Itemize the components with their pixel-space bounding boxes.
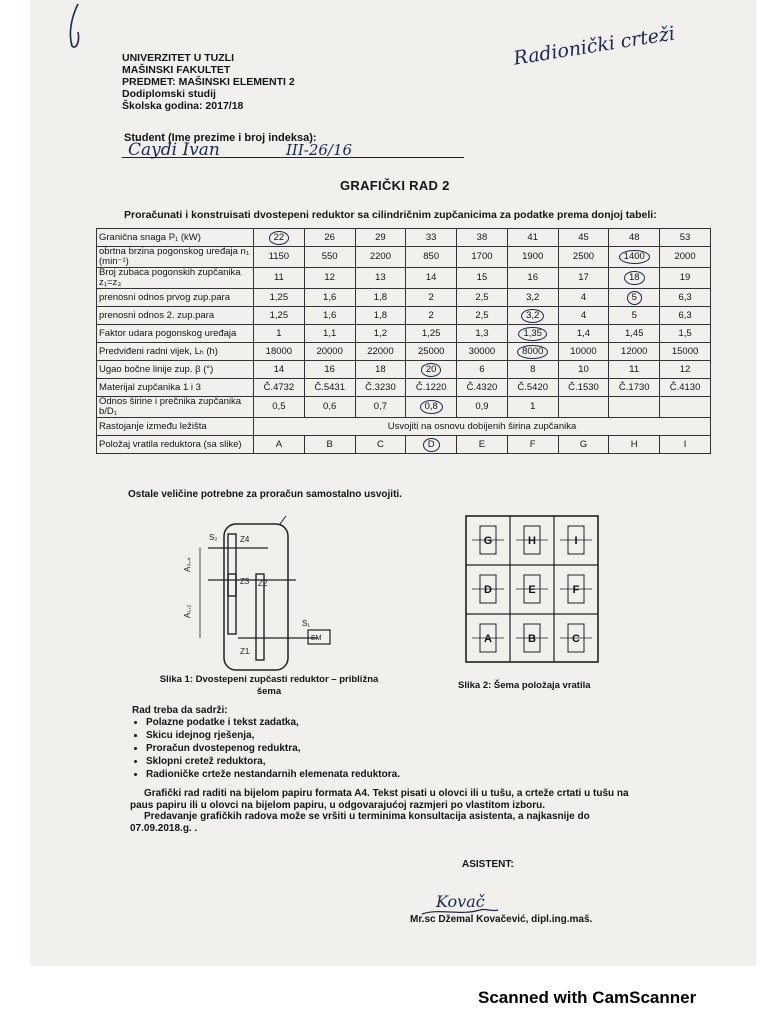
table-cell: 11 bbox=[609, 361, 660, 379]
list-item: • Skicu idejnog rješenja, bbox=[146, 729, 400, 742]
circled-value: 1400 bbox=[619, 250, 650, 264]
table-cell: 1,6 bbox=[304, 289, 355, 307]
table-cell: 29 bbox=[355, 229, 406, 247]
table-cell: 1,2 bbox=[355, 325, 406, 343]
table-row bbox=[97, 418, 711, 436]
header-line: PREDMET: MAŠINSKI ELEMENTI 2 bbox=[122, 76, 295, 88]
table-cell: 1 bbox=[507, 397, 558, 418]
table-cell: 16 bbox=[304, 361, 355, 379]
requirements-heading: Rad treba da sadrži: bbox=[132, 705, 228, 716]
circled-value: 5 bbox=[627, 291, 642, 305]
circled-value: 0,8 bbox=[420, 400, 443, 414]
table-cell bbox=[609, 397, 660, 418]
grid-cell-label: F bbox=[572, 584, 580, 596]
table-cell: 6,3 bbox=[660, 307, 711, 325]
table-cell bbox=[406, 436, 457, 454]
label-a34: A₃,₄ bbox=[183, 557, 192, 572]
scanner-watermark: Scanned with CamScanner bbox=[478, 988, 697, 1007]
table-cell: 6,3 bbox=[660, 289, 711, 307]
grid-cell-label: H bbox=[528, 535, 536, 547]
table-cell: C bbox=[355, 436, 406, 454]
table-cell: 3,2 bbox=[507, 289, 558, 307]
list-item: • Radioničke crteže nestandarnih elemenata reduktora. bbox=[146, 768, 400, 781]
list-item: • Polazne podatke i tekst zadatka, bbox=[146, 716, 400, 729]
table-cell: 2,5 bbox=[457, 289, 508, 307]
table-cell bbox=[660, 397, 711, 418]
row-label: Faktor udara pogonskog uređaja bbox=[97, 325, 254, 343]
table-cell: H bbox=[609, 436, 660, 454]
label-a12: A₁,₂ bbox=[183, 604, 192, 618]
circled-value: 20 bbox=[421, 363, 442, 377]
grid-cell-label: E bbox=[528, 584, 536, 596]
table-row bbox=[97, 325, 711, 343]
table-cell: 10 bbox=[558, 361, 609, 379]
table-cell: 15000 bbox=[660, 343, 711, 361]
table-cell: 0,6 bbox=[304, 397, 355, 418]
table-row bbox=[97, 361, 711, 379]
assignment-intro: Proračunati i konstruisati dvostepeni reduktor sa cilindričnim zupčanicima za podatke prema donjoj tabeli: bbox=[124, 209, 657, 221]
table-cell: B bbox=[304, 436, 355, 454]
table-cell: 1,25 bbox=[254, 289, 305, 307]
table-cell: Č.1530 bbox=[558, 379, 609, 397]
table-row bbox=[97, 436, 711, 454]
requirements-list bbox=[132, 716, 400, 781]
grid-cell-label: B bbox=[528, 633, 536, 645]
table-row bbox=[97, 397, 711, 418]
table-cell: 11 bbox=[254, 268, 305, 289]
table-cell: 1,6 bbox=[304, 307, 355, 325]
figure1-caption-line: Slika 1: Dvostepeni zupčasti reduktor – približna bbox=[159, 674, 379, 685]
table-cell: 1,25 bbox=[406, 325, 457, 343]
instructions-paragraph: Predavanje grafičkih radova može se vršiti u terminima konsultacija asistenta, a najkasnije do 07.09.2018.g. . bbox=[130, 811, 590, 834]
header-line: MAŠINSKI FAKULTET bbox=[122, 64, 231, 76]
table-cell: 13 bbox=[355, 268, 406, 289]
table-cell bbox=[507, 325, 558, 343]
table-cell: 2000 bbox=[660, 247, 711, 268]
label-s2: S₂ bbox=[209, 533, 218, 542]
table-cell: 1,8 bbox=[355, 289, 406, 307]
assistant-label: ASISTENT: bbox=[462, 859, 514, 870]
table-cell: Č.1730 bbox=[609, 379, 660, 397]
table-cell: A bbox=[254, 436, 305, 454]
row-label: Granična snaga P₁ (kW) bbox=[97, 229, 254, 247]
figure2-caption: Slika 2: Šema položaja vratila bbox=[458, 680, 591, 691]
table-cell: 5 bbox=[609, 307, 660, 325]
table-cell: 45 bbox=[558, 229, 609, 247]
table-cell: 14 bbox=[406, 268, 457, 289]
table-cell: 18 bbox=[355, 361, 406, 379]
row-label: obrtna brzina pogonskog uređaja n₁ (min⁻¹) bbox=[97, 247, 254, 268]
table-cell: Č.4732 bbox=[254, 379, 305, 397]
circled-value: 3,2 bbox=[521, 309, 544, 323]
table-cell: 1900 bbox=[507, 247, 558, 268]
table-cell: E bbox=[457, 436, 508, 454]
list-item: • Sklopni cretež reduktora, bbox=[146, 755, 400, 768]
table-cell: 4 bbox=[558, 307, 609, 325]
assignment-title: GRAFIČKI RAD 2 bbox=[340, 178, 450, 193]
grid-cell-label: I bbox=[574, 535, 578, 547]
table-row bbox=[97, 379, 711, 397]
label-z4: Z4 bbox=[240, 535, 250, 544]
figure1-caption bbox=[144, 674, 394, 698]
header-line: UNIVERZITET U TUZLI bbox=[122, 52, 234, 64]
table-cell: 2,5 bbox=[457, 307, 508, 325]
label-z2: Z2 bbox=[258, 579, 268, 588]
table-cell bbox=[558, 397, 609, 418]
merged-cell: Usvojiti na osnovu dobijenih širina zupčanika bbox=[254, 418, 711, 436]
instructions bbox=[130, 788, 650, 834]
row-label: prenosni odnos prvog zup.para bbox=[97, 289, 254, 307]
table-cell: 53 bbox=[660, 229, 711, 247]
table-cell: 1,8 bbox=[355, 307, 406, 325]
table-cell: 33 bbox=[406, 229, 457, 247]
table-cell: 16 bbox=[507, 268, 558, 289]
row-label: Rastojanje između ležišta bbox=[97, 418, 254, 436]
shaft-position-grid bbox=[466, 516, 606, 666]
table-cell: Č.5431 bbox=[304, 379, 355, 397]
table-cell bbox=[254, 229, 305, 247]
table-row bbox=[97, 289, 711, 307]
assistant-name: Mr.sc Džemal Kovačević, dipl.ing.maš. bbox=[410, 914, 593, 925]
table-cell: Č.1220 bbox=[406, 379, 457, 397]
table-cell: 41 bbox=[507, 229, 558, 247]
grid-cell-label: D bbox=[484, 584, 492, 596]
table-cell: 26 bbox=[304, 229, 355, 247]
student-index: III-26/16 bbox=[286, 141, 353, 159]
table-row bbox=[97, 229, 711, 247]
circled-value: 18 bbox=[624, 271, 645, 285]
table-cell bbox=[609, 268, 660, 289]
table-row bbox=[97, 247, 711, 268]
table-cell bbox=[609, 289, 660, 307]
table-cell bbox=[507, 307, 558, 325]
table-cell: 8 bbox=[507, 361, 558, 379]
table-cell: 0,5 bbox=[254, 397, 305, 418]
label-z3: Z3 bbox=[240, 577, 250, 586]
table-cell: I bbox=[660, 436, 711, 454]
row-label: prenosni odnos 2. zup.para bbox=[97, 307, 254, 325]
table-cell: 4 bbox=[558, 289, 609, 307]
table-cell: 25000 bbox=[406, 343, 457, 361]
table-cell: F bbox=[507, 436, 558, 454]
table-cell: 550 bbox=[304, 247, 355, 268]
row-label: Ugao bočne linije zup. β (°) bbox=[97, 361, 254, 379]
row-label: Broj zubaca pogonskih zupčanika z₁=z₃ bbox=[97, 268, 254, 289]
row-label: Materijal zupčanika 1 i 3 bbox=[97, 379, 254, 397]
table-cell: Č.3230 bbox=[355, 379, 406, 397]
table-cell: 20000 bbox=[304, 343, 355, 361]
table-cell: 19 bbox=[660, 268, 711, 289]
label-em: EM bbox=[311, 635, 322, 642]
assistant-signature: Kovač bbox=[436, 892, 485, 911]
student-underline bbox=[122, 157, 464, 158]
table-cell: G bbox=[558, 436, 609, 454]
table-cell: 22000 bbox=[355, 343, 406, 361]
table-cell: 1,25 bbox=[254, 307, 305, 325]
table-cell: 17 bbox=[558, 268, 609, 289]
table-cell bbox=[406, 361, 457, 379]
grid-cell-label: A bbox=[484, 633, 492, 645]
table-cell: 38 bbox=[457, 229, 508, 247]
table-cell: 30000 bbox=[457, 343, 508, 361]
table-cell: Č.4320 bbox=[457, 379, 508, 397]
reducer-scheme bbox=[178, 514, 358, 674]
table-cell: 1150 bbox=[254, 247, 305, 268]
table-cell: 1700 bbox=[457, 247, 508, 268]
table-cell bbox=[609, 247, 660, 268]
table-row bbox=[97, 343, 711, 361]
figure1-caption-line: šema bbox=[256, 686, 282, 697]
grid-cell-label: G bbox=[483, 535, 493, 547]
table-cell: 850 bbox=[406, 247, 457, 268]
table-cell bbox=[406, 397, 457, 418]
table-cell: 1,3 bbox=[457, 325, 508, 343]
row-label: Predviđeni radni vijek, Lₕ (h) bbox=[97, 343, 254, 361]
table-cell: 1,45 bbox=[609, 325, 660, 343]
label-s1: S₁ bbox=[302, 619, 311, 628]
header-line: Dodiplomski studij bbox=[122, 88, 216, 100]
table-cell: 48 bbox=[609, 229, 660, 247]
row-label: Odnos širine i prečnika zupčanika b/D₁ bbox=[97, 397, 254, 418]
note-text: Ostale veličine potrebne za proračun samostalno usvojiti. bbox=[128, 489, 402, 500]
table-cell: 15 bbox=[457, 268, 508, 289]
table-cell: 2200 bbox=[355, 247, 406, 268]
table-row bbox=[97, 307, 711, 325]
table-cell: 6 bbox=[457, 361, 508, 379]
table-cell: Č.5420 bbox=[507, 379, 558, 397]
row-label: Položaj vratila reduktora (sa slike) bbox=[97, 436, 254, 454]
table-cell: 2 bbox=[406, 289, 457, 307]
table-cell: 1,5 bbox=[660, 325, 711, 343]
list-item: • Proračun dvostepenog reduktra, bbox=[146, 742, 400, 755]
university-header bbox=[122, 52, 295, 112]
table-cell: Č.4130 bbox=[660, 379, 711, 397]
grid-cell-label: C bbox=[572, 633, 580, 645]
table-cell: 1,4 bbox=[558, 325, 609, 343]
circled-value: D bbox=[423, 438, 440, 452]
student-name: Ćaydi Ivan bbox=[128, 140, 220, 160]
table-cell: 14 bbox=[254, 361, 305, 379]
table-cell: 0,9 bbox=[457, 397, 508, 418]
student-label: Student (Ime prezime i broj indeksa): bbox=[124, 132, 317, 144]
label-z1: Z1 bbox=[240, 647, 250, 656]
circled-value: 8000 bbox=[517, 345, 548, 359]
table-cell: 0,7 bbox=[355, 397, 406, 418]
table-row bbox=[97, 268, 711, 289]
table-cell: 10000 bbox=[558, 343, 609, 361]
table-cell: 2500 bbox=[558, 247, 609, 268]
handwritten-note: Radionički crteži bbox=[512, 22, 677, 70]
table-cell: 12 bbox=[660, 361, 711, 379]
table-cell bbox=[507, 343, 558, 361]
circled-value: 22 bbox=[269, 231, 290, 245]
table-cell: 18000 bbox=[254, 343, 305, 361]
parameters-table bbox=[96, 228, 711, 454]
circled-value: 1,35 bbox=[518, 327, 547, 341]
table-cell: 1,1 bbox=[304, 325, 355, 343]
table-cell: 12000 bbox=[609, 343, 660, 361]
pen-mark bbox=[64, 2, 84, 52]
instructions-paragraph: Grafički rad raditi na bijelom papiru formata A4. Tekst pisati u olovci ili u tušu, a crteže crtati u tušu na paus papiru ili u olovci na bijelom papiru, u odgovarajućoj razmjeri po vlastitom izboru. bbox=[130, 788, 629, 811]
table-cell: 1 bbox=[254, 325, 305, 343]
header-line: Školska godina: 2017/18 bbox=[122, 100, 244, 112]
table-cell: 2 bbox=[406, 307, 457, 325]
table-cell: 12 bbox=[304, 268, 355, 289]
